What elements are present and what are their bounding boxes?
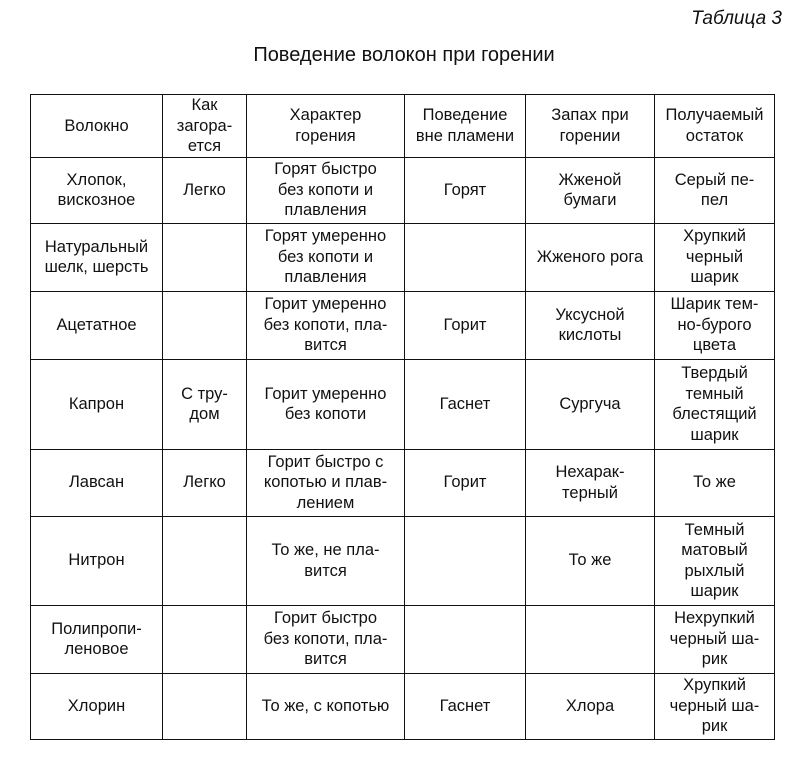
cell-fiber: Хлорин (31, 673, 163, 739)
cell-residue: Темный матовый рыхлый шарик (655, 516, 775, 605)
cell-ignition: Легко (163, 157, 247, 223)
cell-smell: Жженого рога (526, 223, 655, 291)
table-row (31, 223, 775, 291)
column-header-burning: Характер горения (247, 95, 405, 158)
cell-burning: Горит умеренно без копоти (247, 359, 405, 449)
cell-ignition (163, 516, 247, 605)
cell-smell (526, 605, 655, 673)
cell-outside-flame: Горит (405, 291, 526, 359)
column-header-outside-flame: Поведение вне пламени (405, 95, 526, 158)
header-row (31, 95, 775, 158)
cell-smell: Хлора (526, 673, 655, 739)
cell-smell: Уксусной кислоты (526, 291, 655, 359)
cell-burning: Горит умеренно без копоти, пла- вится (247, 291, 405, 359)
cell-ignition: С тру- дом (163, 359, 247, 449)
cell-fiber: Натуральный шелк, шерсть (31, 223, 163, 291)
cell-residue: Шарик тем- но-бурого цвета (655, 291, 775, 359)
cell-residue: Хрупкий черный шa- рик (655, 673, 775, 739)
column-header-residue: Получаемый остаток (655, 95, 775, 158)
cell-fiber: Ацетатное (31, 291, 163, 359)
cell-fiber: Капрон (31, 359, 163, 449)
cell-outside-flame: Горит (405, 449, 526, 516)
cell-smell: Нехарак- терный (526, 449, 655, 516)
cell-residue: Хрупкий черный шарик (655, 223, 775, 291)
table-body (31, 157, 775, 739)
cell-burning: Горят умеренно без копоти и плавления (247, 223, 405, 291)
cell-burning: Горит быстро с копотью и плав- лением (247, 449, 405, 516)
column-header-smell: Запах при горении (526, 95, 655, 158)
table-row (31, 673, 775, 739)
table-row (31, 516, 775, 605)
cell-outside-flame (405, 516, 526, 605)
cell-residue: То же (655, 449, 775, 516)
table-title: Поведение волокон при горении (253, 44, 555, 66)
table-row (31, 359, 775, 449)
table-row (31, 157, 775, 223)
cell-burning: То же, не пла- вится (247, 516, 405, 605)
cell-smell: То же (526, 516, 655, 605)
cell-outside-flame (405, 223, 526, 291)
table-header (31, 95, 775, 158)
table-row (31, 605, 775, 673)
cell-ignition (163, 223, 247, 291)
cell-ignition (163, 291, 247, 359)
fiber-burning-table (30, 94, 775, 740)
cell-smell: Сургуча (526, 359, 655, 449)
cell-burning: То же, с копотью (247, 673, 405, 739)
cell-fiber: Нитрон (31, 516, 163, 605)
table-row (31, 449, 775, 516)
column-header-fiber: Волокно (31, 95, 163, 158)
cell-outside-flame: Горят (405, 157, 526, 223)
cell-burning: Горят быстро без копоти и плавления (247, 157, 405, 223)
cell-ignition (163, 605, 247, 673)
table-number-label: Таблица 3 (691, 8, 782, 29)
column-header-ignition: Как загора- ется (163, 95, 247, 158)
cell-smell: Жженой бумаги (526, 157, 655, 223)
cell-residue: Серый пе- пел (655, 157, 775, 223)
table-row (31, 291, 775, 359)
cell-ignition (163, 673, 247, 739)
cell-fiber: Лавсан (31, 449, 163, 516)
cell-outside-flame (405, 605, 526, 673)
cell-outside-flame: Гаснет (405, 673, 526, 739)
cell-outside-flame: Гаснет (405, 359, 526, 449)
cell-burning: Горит быстро без копоти, пла- вится (247, 605, 405, 673)
cell-residue: Твердый темный блестящий шарик (655, 359, 775, 449)
cell-residue: Нехрупкий черный шa- рик (655, 605, 775, 673)
cell-ignition: Легко (163, 449, 247, 516)
cell-fiber: Хлопок, вискозное (31, 157, 163, 223)
cell-fiber: Полипропи- леновое (31, 605, 163, 673)
